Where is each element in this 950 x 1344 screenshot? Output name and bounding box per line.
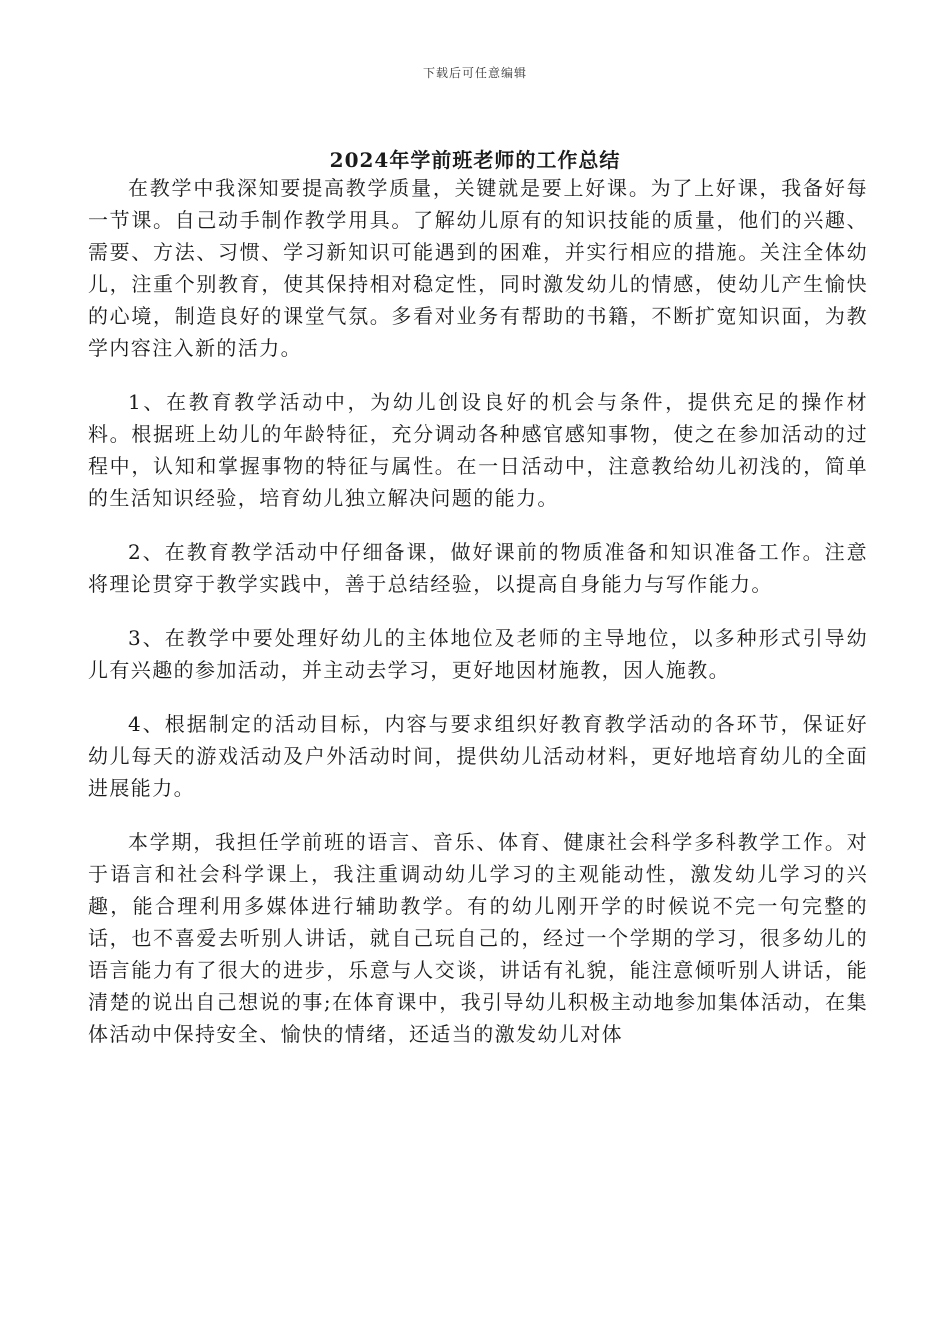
paragraph-item-1: 1、在教育教学活动中，为幼儿创设良好的机会与条件，提供充足的操作材料。根据班上幼儿的年龄特征，充分调动各种感官感知事物，使之在参加活动的过程中，认知和掌握事物的特征与属性。在一日活动中，注意教给幼儿初浅的，简单的生活知识经验，培育幼儿独立解决问题的能力。 (88, 390, 868, 510)
paragraph-semester: 本学期，我担任学前班的语言、音乐、体育、健康社会科学多科教学工作。对于语言和社会科学课上，我注重调动幼儿学习的主观能动性，激发幼儿学习的兴趣，能合理利用多媒体进行辅助教学。有的幼儿刚开学的时候说不完一句完整的话，也不喜爱去听别人讲话，就自己玩自己的，经过一个学期的学习，很多幼儿的语言能力有了很大的进步，乐意与人交谈，讲话有礼貌，能注意倾听别人讲话，能清楚的说出自己想说的事;在体育课中，我引导幼儿积极主动地参加集体活动，在集体活动中保持安全、愉快的情绪，还适当的激发幼儿对体 (88, 830, 868, 1046)
paragraph-item-2: 2、在教育教学活动中仔细备课，做好课前的物质准备和知识准备工作。注意将理论贯穿于教学实践中，善于总结经验，以提高自身能力与写作能力。 (88, 540, 868, 596)
document-title: 2024年学前班老师的工作总结 (329, 148, 621, 172)
paragraph-item-3: 3、在教学中要处理好幼儿的主体地位及老师的主导地位，以多种形式引导幼儿有兴趣的参加活动，并主动去学习，更好地因材施教，因人施教。 (88, 626, 868, 682)
paragraph-intro: 在教学中我深知要提高教学质量，关键就是要上好课。为了上好课，我备好每一节课。自己动手制作教学用具。了解幼儿原有的知识技能的质量，他们的兴趣、需要、方法、习惯、学习新知识可能遇到的困难，并实行相应的措施。关注全体幼儿，注重个别教育，使其保持相对稳定性，同时激发幼儿的情感，使幼儿产生愉快的心境，制造良好的课堂气氛。多看对业务有帮助的书籍，不断扩宽知识面，为教学内容注入新的活力。 (88, 176, 868, 360)
header-note: 下载后可任意编辑 (422, 66, 527, 80)
paragraph-item-4: 4、根据制定的活动目标，内容与要求组织好教育教学活动的各环节，保证好幼儿每天的游戏活动及户外活动时间，提供幼儿活动材料，更好地培育幼儿的全面进展能力。 (88, 712, 868, 800)
document-body (88, 172, 868, 1072)
